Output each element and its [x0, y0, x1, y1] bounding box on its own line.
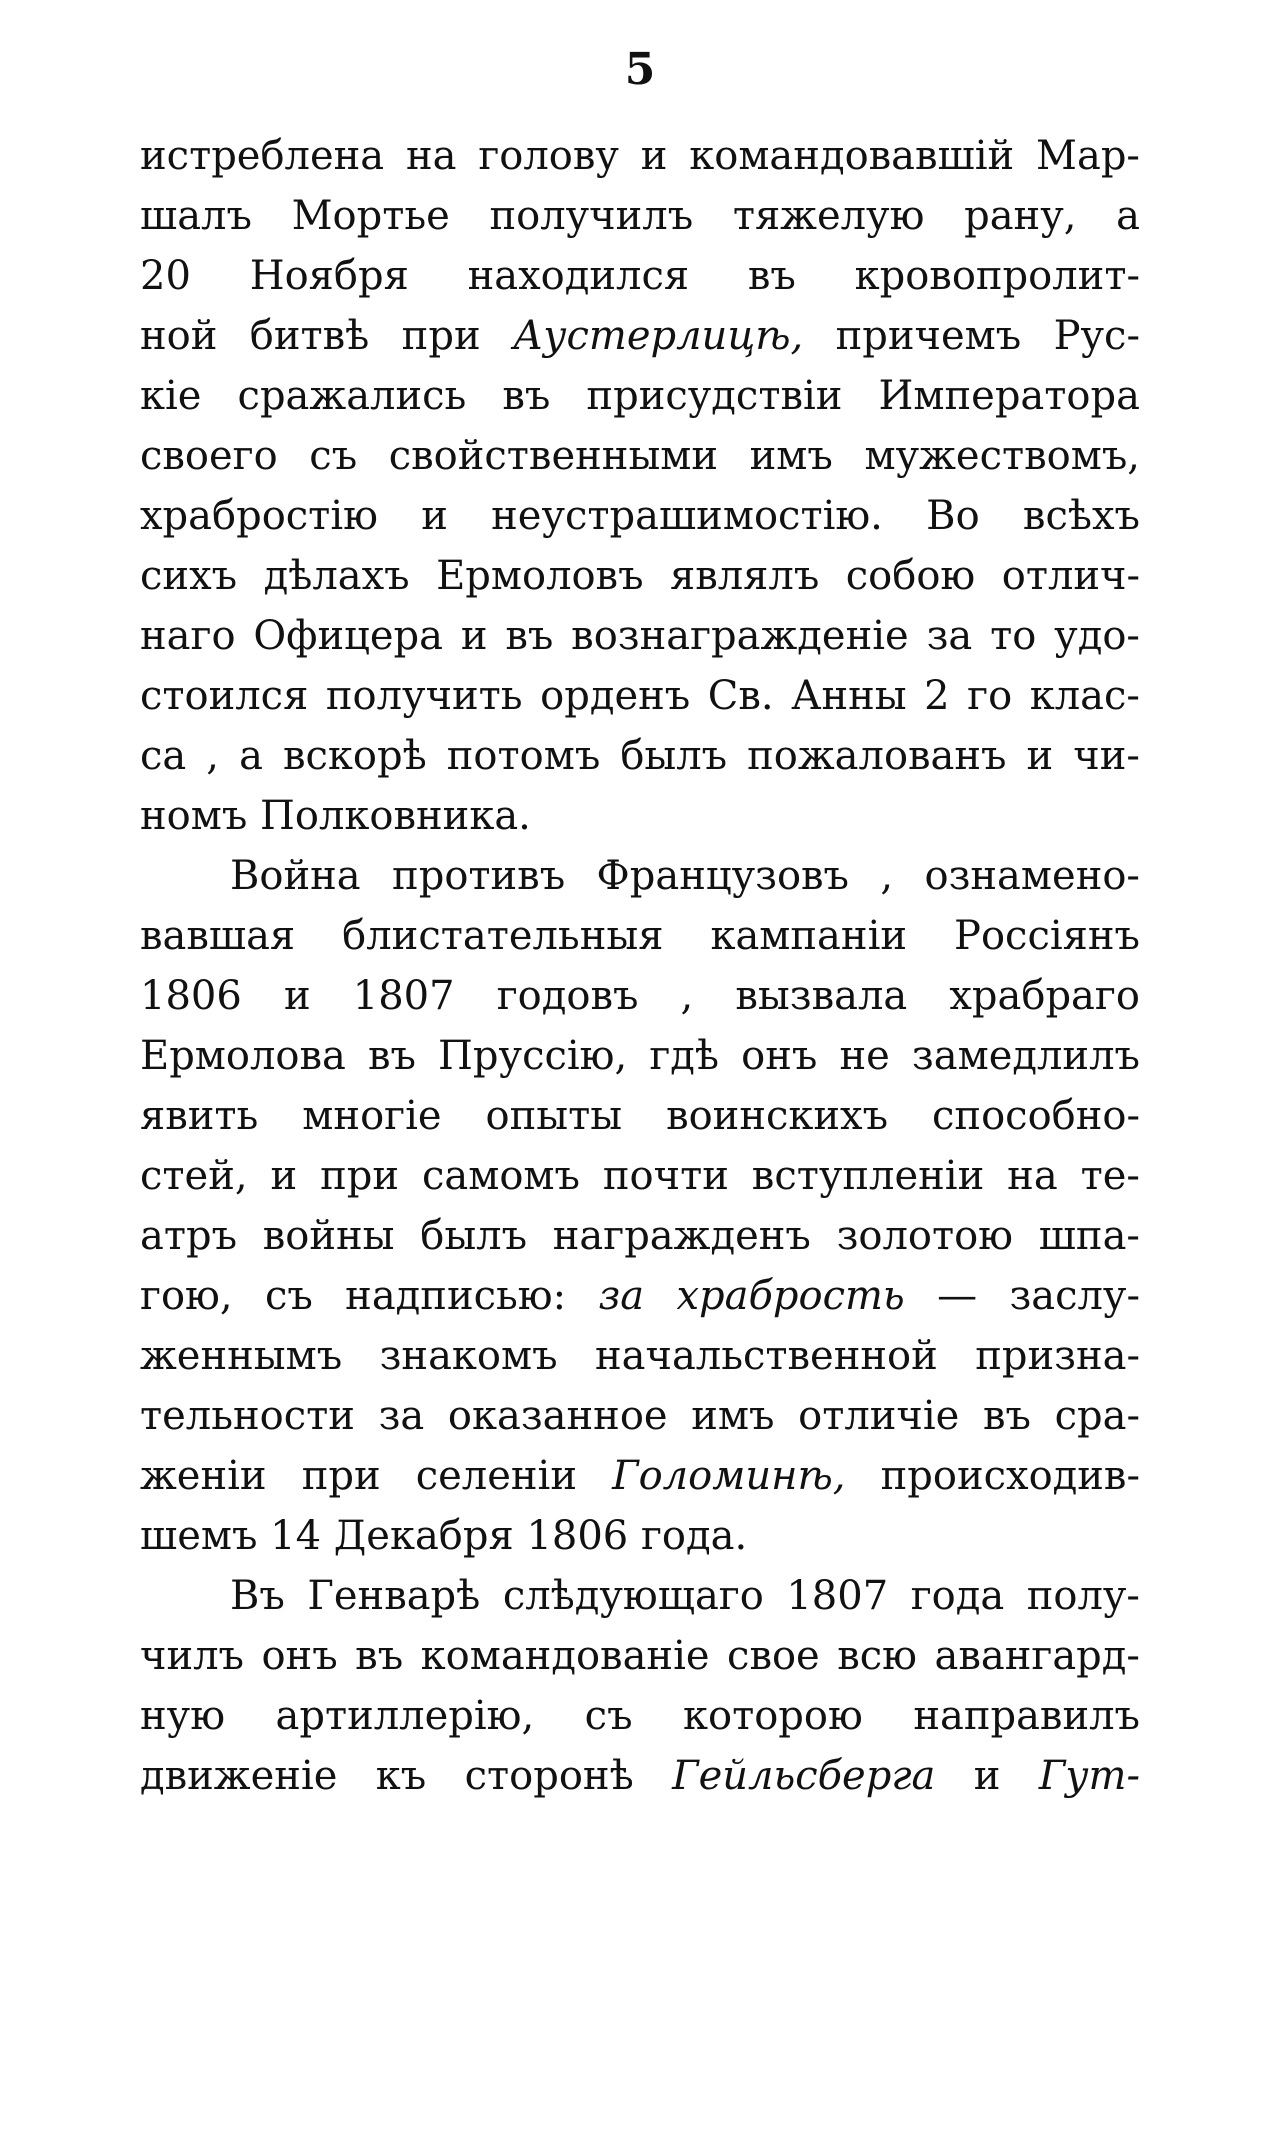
word: битвѣ	[249, 313, 370, 359]
word: въ	[747, 253, 796, 299]
word: явить	[140, 1093, 259, 1139]
word: заслу-	[1009, 1273, 1140, 1319]
word: знакомъ	[379, 1333, 558, 1379]
word: Рус-	[1053, 313, 1140, 359]
word: Генварѣ	[307, 1573, 481, 1619]
word: при	[301, 1453, 381, 1499]
word: Ермоловъ	[436, 553, 644, 599]
word: и	[460, 613, 488, 659]
word: почти	[602, 1153, 729, 1199]
word: тельности	[140, 1393, 355, 1439]
word: а	[1116, 193, 1140, 239]
word: шемъ	[140, 1513, 258, 1559]
word: являлъ	[670, 553, 820, 599]
text-line	[140, 1506, 1140, 1566]
word: 1806	[526, 1513, 629, 1559]
word: Мар-	[1036, 133, 1140, 179]
word: ,	[680, 973, 694, 1019]
word: и	[973, 1753, 1001, 1799]
word: имъ	[749, 433, 833, 479]
word: Война	[230, 853, 361, 899]
word: и	[1026, 733, 1054, 779]
word: вступленіи	[751, 1153, 985, 1199]
word: селеніи	[415, 1453, 577, 1499]
word: рану,	[964, 193, 1077, 239]
text-line	[140, 1326, 1140, 1386]
word: онъ	[261, 1633, 338, 1679]
word: вызвала	[735, 973, 908, 1019]
word: на	[1007, 1153, 1058, 1199]
word: атръ	[140, 1213, 238, 1259]
word: призна-	[975, 1333, 1140, 1379]
text-line	[140, 1026, 1140, 1086]
word: не	[839, 1033, 890, 1079]
text-line	[140, 846, 1140, 906]
word: происходив-	[880, 1453, 1140, 1499]
word: слѣдующаго	[502, 1573, 764, 1619]
word: блистательныя	[342, 913, 664, 959]
word: надписью:	[345, 1273, 567, 1319]
word: съ	[309, 433, 358, 479]
word: былъ	[620, 733, 728, 779]
word: Россіянъ	[954, 913, 1140, 959]
word: онъ	[741, 1033, 818, 1079]
word: Ноября	[249, 253, 409, 299]
text-line	[140, 186, 1140, 246]
word: своего	[140, 433, 278, 479]
text-line	[140, 366, 1140, 426]
word: 1806	[140, 973, 242, 1019]
text-line	[140, 426, 1140, 486]
italic-place-name: Гут-	[1038, 1753, 1140, 1799]
text-line	[140, 1566, 1140, 1626]
word: съ	[584, 1693, 633, 1739]
word: орденъ	[540, 673, 691, 719]
italic-phrase: храбрость	[676, 1273, 905, 1319]
word: войны	[262, 1213, 395, 1259]
word: противъ	[392, 853, 566, 899]
word: —	[937, 1273, 978, 1319]
text-line	[140, 966, 1140, 1026]
word: то	[990, 613, 1037, 659]
word: и	[283, 973, 311, 1019]
word: Ермолова	[140, 1033, 346, 1079]
word: потомъ	[446, 733, 601, 779]
text-line	[140, 606, 1140, 666]
word: Во	[926, 493, 980, 539]
word: свое	[727, 1633, 820, 1679]
word: неустрашимостію.	[491, 493, 883, 539]
word: а	[239, 733, 263, 779]
word: Офицера	[253, 613, 443, 659]
word: находился	[467, 253, 690, 299]
word: въ	[982, 1393, 1031, 1439]
word: Въ	[230, 1573, 285, 1619]
word: чилъ	[140, 1633, 244, 1679]
word: имъ	[691, 1393, 775, 1439]
word: сторонѣ	[464, 1753, 634, 1799]
word: са	[140, 733, 187, 779]
italic-phrase: за	[598, 1273, 645, 1319]
word: полу-	[1026, 1573, 1140, 1619]
word: женіи	[140, 1453, 267, 1499]
text-line	[140, 786, 1140, 846]
text-line	[140, 906, 1140, 966]
word: Св.	[707, 673, 774, 719]
word: го	[967, 673, 1013, 719]
word: которою	[683, 1693, 863, 1739]
word: при	[320, 1153, 400, 1199]
word: дѣлахъ	[263, 553, 410, 599]
word: годовъ	[496, 973, 639, 1019]
text-line	[140, 1086, 1140, 1146]
text-line	[140, 126, 1140, 186]
text-line	[140, 1626, 1140, 1686]
word: наго	[140, 613, 236, 659]
word: гдѣ	[649, 1033, 720, 1079]
body-text	[140, 126, 1140, 1806]
word: года	[910, 1573, 1005, 1619]
word: женнымъ	[140, 1333, 343, 1379]
word: вскорѣ	[282, 733, 427, 779]
page-number: 5	[624, 44, 656, 95]
word: командованіе	[420, 1633, 710, 1679]
word: голову	[478, 133, 619, 179]
text-line	[140, 1686, 1140, 1746]
word: сихъ	[140, 553, 238, 599]
italic-place-name: Аустерлицѣ,	[512, 313, 804, 359]
word: свойственными	[388, 433, 719, 479]
word: награжденъ	[552, 1213, 811, 1259]
word: Императора	[878, 373, 1140, 419]
word: авангард-	[934, 1633, 1140, 1679]
word: года.	[640, 1513, 748, 1559]
word: отлич-	[1001, 553, 1140, 599]
word: замедлилъ	[911, 1033, 1140, 1079]
word: шалъ	[140, 193, 252, 239]
italic-place-name: Голоминѣ,	[612, 1453, 846, 1499]
italic-place-name: Гейльсберга	[672, 1753, 936, 1799]
word: золотою	[836, 1213, 1014, 1259]
text-line	[140, 1746, 1140, 1806]
word: ной	[140, 313, 218, 359]
word: пожалованъ	[747, 733, 1007, 779]
word: Французовъ	[596, 853, 849, 899]
word: отличіе	[798, 1393, 960, 1439]
word: въ	[505, 613, 554, 659]
word: 1807	[352, 973, 455, 1019]
word: оказанное	[447, 1393, 668, 1439]
text-line	[140, 666, 1140, 726]
word: присудствіи	[586, 373, 843, 419]
text-line	[140, 1146, 1140, 1206]
word: опыты	[485, 1093, 623, 1139]
text-line	[140, 546, 1140, 606]
word: въ	[355, 1633, 404, 1679]
word: стей,	[140, 1153, 248, 1199]
word: вавшая	[140, 913, 296, 959]
word: храбростію	[140, 493, 378, 539]
word: 2	[924, 673, 950, 719]
text-line	[140, 486, 1140, 546]
word: Пруссію,	[438, 1033, 628, 1079]
word: и	[270, 1153, 298, 1199]
word: за	[926, 613, 973, 659]
word: ,	[880, 853, 894, 899]
word: сра-	[1054, 1393, 1140, 1439]
word: и	[421, 493, 448, 539]
word: удо-	[1054, 613, 1140, 659]
word: Декабря	[333, 1513, 514, 1559]
word: истреблена	[140, 133, 385, 179]
word: тяжелую	[732, 193, 925, 239]
word: всю	[837, 1633, 917, 1679]
word: стоился	[140, 673, 309, 719]
word: чи-	[1073, 733, 1140, 779]
text-line	[140, 1266, 1140, 1326]
text-line	[140, 246, 1140, 306]
word: къ	[375, 1753, 427, 1799]
word: Полковника.	[260, 793, 531, 839]
word: всѣхъ	[1022, 493, 1140, 539]
word: причемъ	[835, 313, 1022, 359]
word: те-	[1080, 1153, 1140, 1199]
word: получилъ	[489, 193, 694, 239]
word: шпа-	[1038, 1213, 1140, 1259]
text-line	[140, 306, 1140, 366]
text-line	[140, 1386, 1140, 1446]
word: сражались	[237, 373, 467, 419]
word: собою	[845, 553, 976, 599]
word: ную	[140, 1693, 226, 1739]
word: 14	[270, 1513, 322, 1559]
word: воинскихъ	[666, 1093, 889, 1139]
word: за	[378, 1393, 425, 1439]
word: мужествомъ,	[864, 433, 1140, 479]
text-line	[140, 1206, 1140, 1266]
word: вознагражденіе	[571, 613, 909, 659]
word: на	[405, 133, 457, 179]
word: ,	[206, 733, 220, 779]
word: ознамено-	[924, 853, 1140, 899]
word: артиллерію,	[275, 1693, 535, 1739]
word: движеніе	[140, 1753, 338, 1799]
word: командовавшій	[689, 133, 1015, 179]
text-line	[140, 726, 1140, 786]
word: и	[640, 133, 668, 179]
word: храбраго	[949, 973, 1140, 1019]
word: съ	[264, 1273, 313, 1319]
word: въ	[502, 373, 551, 419]
word: кіе	[140, 373, 202, 419]
text-line	[140, 1446, 1140, 1506]
word: самомъ	[421, 1153, 580, 1199]
word: Анны	[791, 673, 907, 719]
word: номъ	[140, 793, 248, 839]
word: направилъ	[913, 1693, 1140, 1739]
word: получить	[325, 673, 523, 719]
word: способно-	[932, 1093, 1140, 1139]
word: кровопролит-	[854, 253, 1140, 299]
word: многіе	[302, 1093, 442, 1139]
word: гою,	[140, 1273, 233, 1319]
word: клас-	[1029, 673, 1140, 719]
word: кампаніи	[710, 913, 908, 959]
word: 1807	[786, 1573, 889, 1619]
word: 20	[140, 253, 191, 299]
word: былъ	[420, 1213, 528, 1259]
word: при	[401, 313, 481, 359]
word: Мортье	[291, 193, 450, 239]
word: начальственной	[595, 1333, 938, 1379]
word: въ	[367, 1033, 416, 1079]
